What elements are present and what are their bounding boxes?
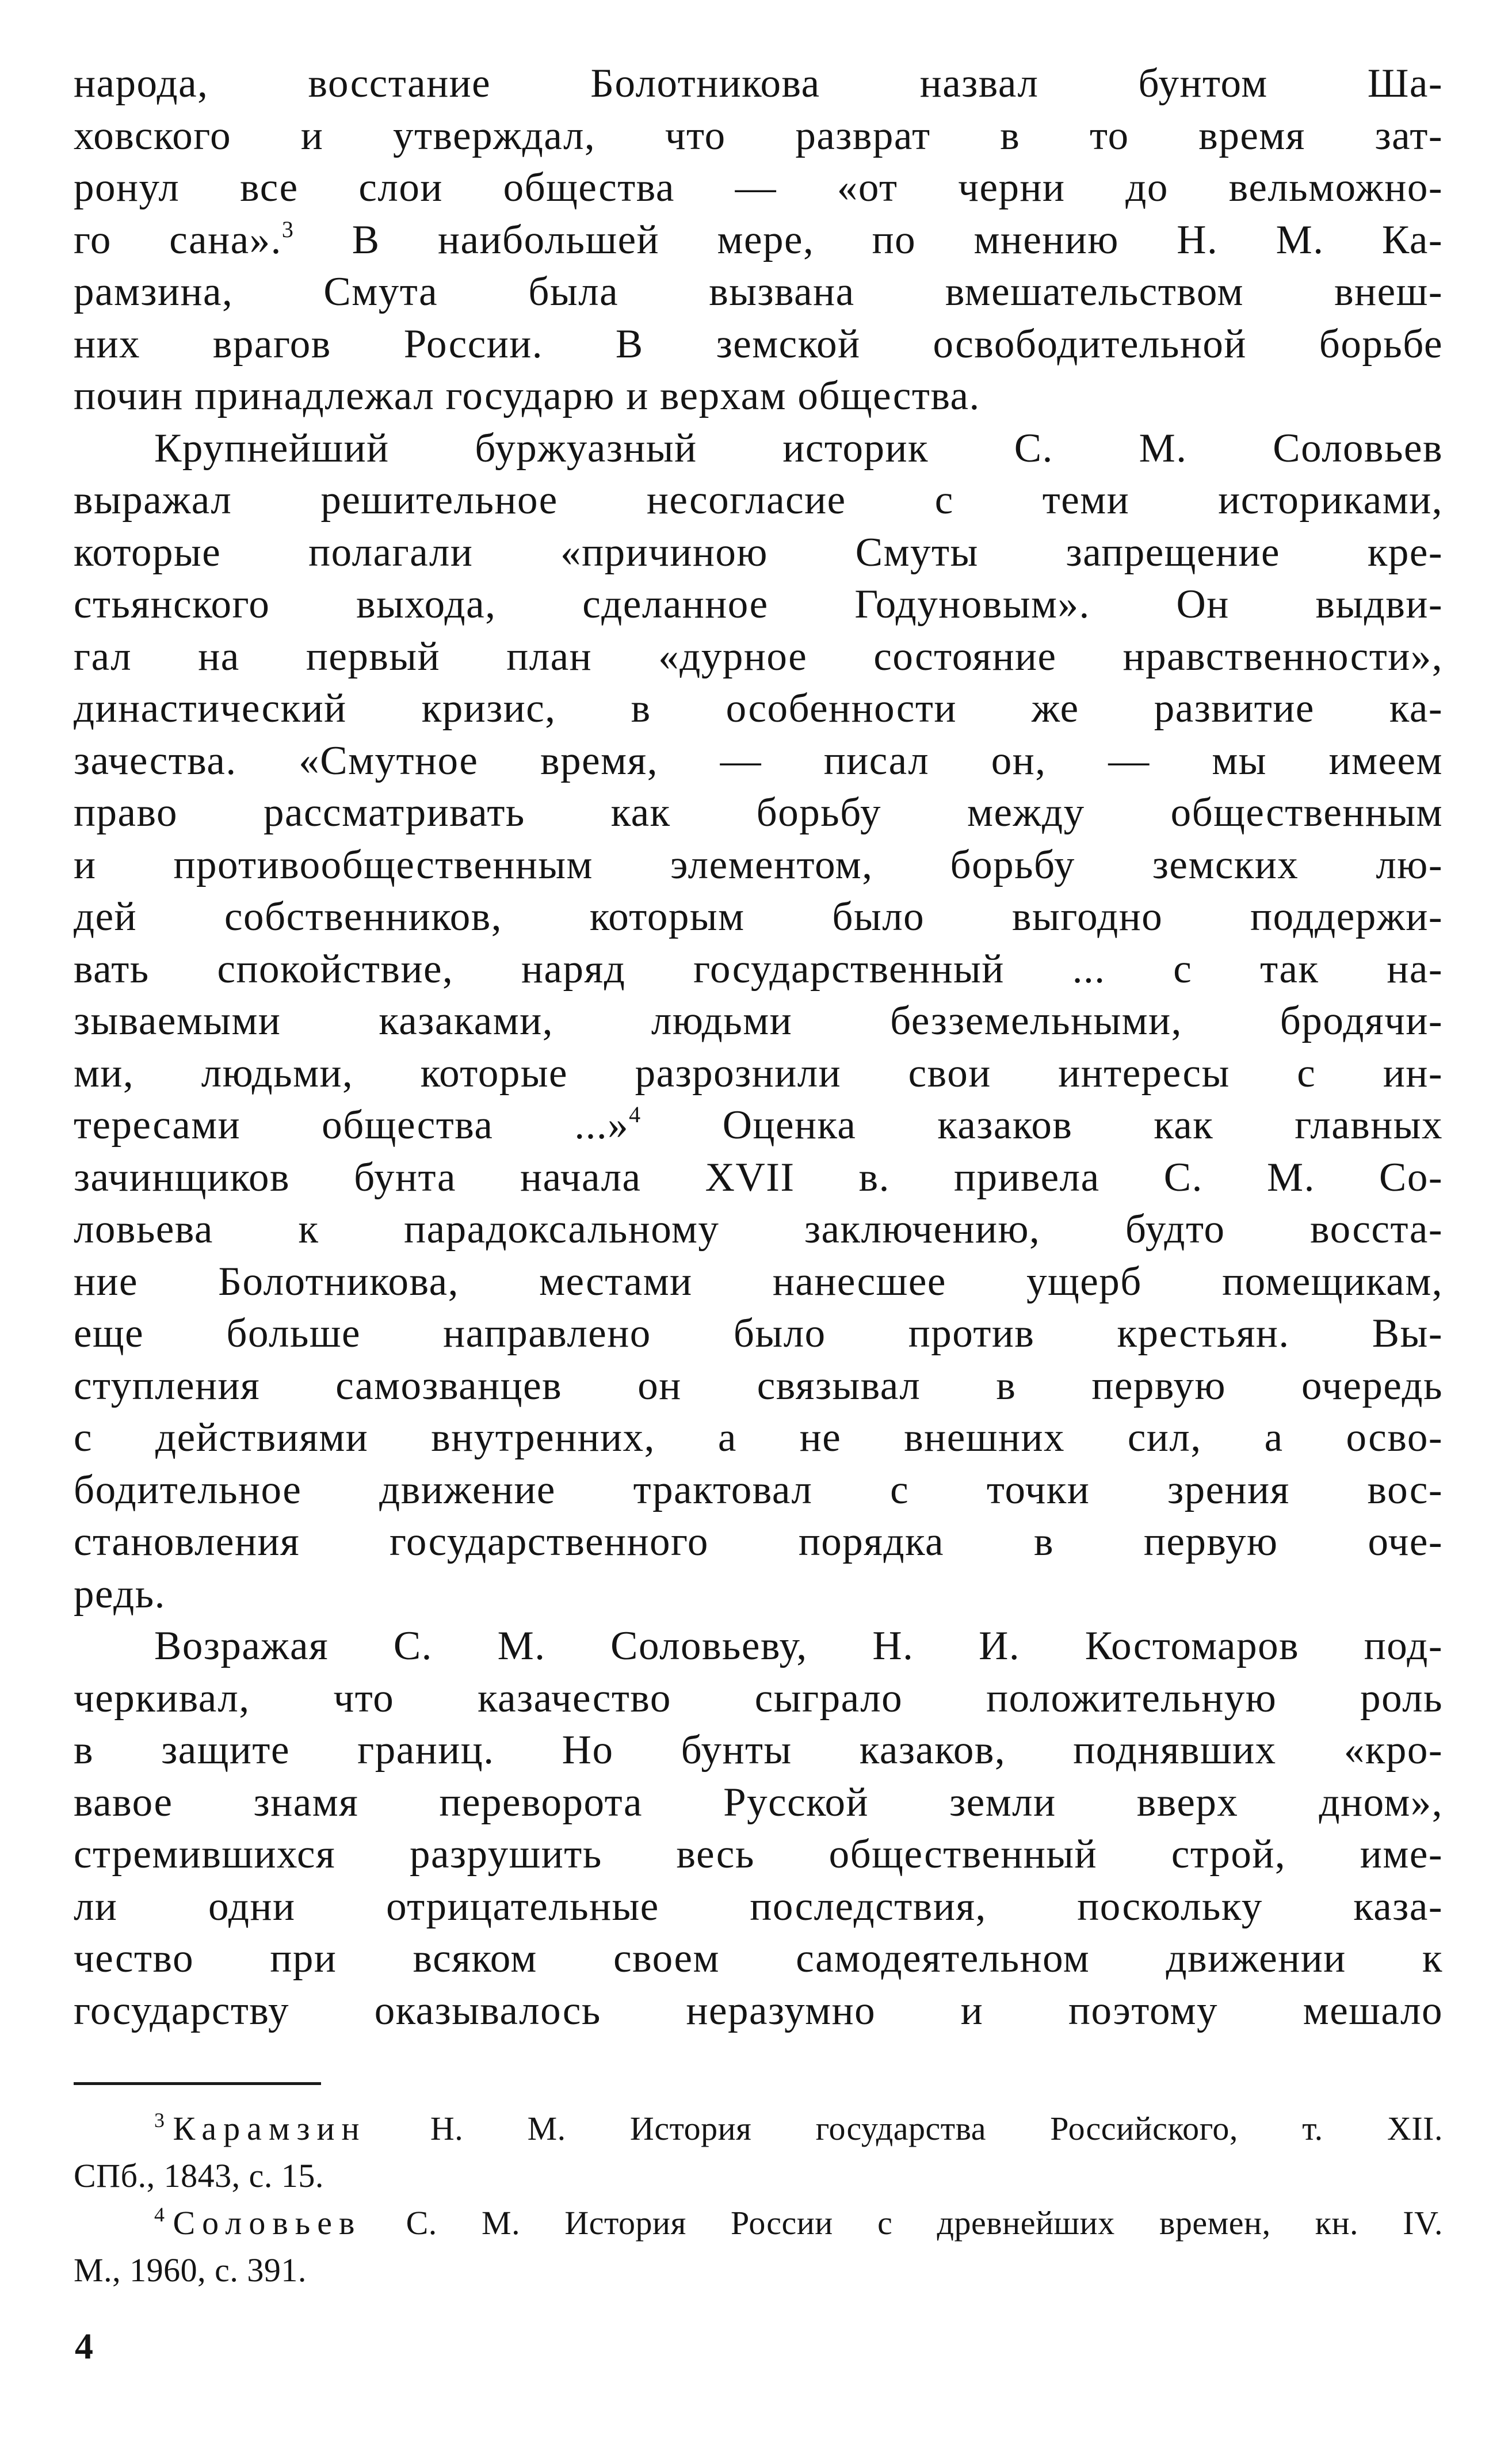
text-line: бодительное движение трактовал с точки зрения вос- — [74, 1467, 1443, 1512]
text-line: ховского и утверждал, что разврат в то время зат- — [74, 113, 1443, 158]
text-line: с действиями внутренних, а не внешних сил, а осво- — [74, 1415, 1443, 1460]
text-line: гал на первый план «дурное состояние нравственности», — [74, 634, 1443, 679]
text-line: право рассматривать как борьбу между общественным — [74, 790, 1443, 835]
page-number: 4 — [75, 2326, 93, 2366]
text-line: династический кризис, в особенности же развитие ка- — [74, 686, 1443, 731]
text-line: становления государственного порядка в первую оче- — [74, 1519, 1443, 1564]
text-line: которые полагали «причиною Смуты запрещение кре- — [74, 529, 1443, 575]
text-line: почин принадлежал государю и верхам общества. — [74, 373, 980, 418]
text-line: вать спокойствие, наряд государственный ... с так на- — [74, 946, 1443, 992]
text-line: них врагов России. В земской освободительной борьбе — [74, 321, 1443, 367]
text-line: рамзина, Смута была вызвана вмешательством внеш- — [74, 269, 1443, 314]
text-line: дей собственников, которым было выгодно поддержи- — [74, 894, 1443, 939]
text-line: редь. — [74, 1571, 166, 1617]
text-fragment: го сана». — [74, 217, 282, 262]
text-line: ми, людьми, которые разрознили свои интересы с ин- — [74, 1050, 1443, 1096]
footnote-number: 3 — [154, 2109, 165, 2132]
text-line: черкивал, что казачество сыграло положительную роль — [74, 1675, 1443, 1721]
text-line: еще больше направлено было против крестьян. Вы- — [74, 1311, 1443, 1356]
text-line: ступления самозванцев он связывал в первую очередь — [74, 1363, 1443, 1408]
footnote-3-line-2: СПб., 1843, с. 15. — [74, 2157, 324, 2194]
text-fragment: В наибольшей мере, по мнению Н. М. Ка- — [294, 217, 1443, 262]
text-line — [74, 214, 1443, 266]
text-fragment: Оценка казаков как главных — [641, 1103, 1443, 1148]
text-line: зываемыми казаками, людьми безземельными, бродячи- — [74, 998, 1443, 1043]
footnote-citation: Н. М. История государства Российского, т. XII. — [366, 2110, 1443, 2147]
text-line: чество при всяком своем самодеятельном движении к — [74, 1936, 1443, 1981]
footnote-citation: С. М. История России с древнейших времен, кн. IV. — [361, 2204, 1443, 2242]
text-line: в защите границ. Но бунты казаков, поднявших «кро- — [74, 1728, 1443, 1773]
text-line — [74, 1099, 1443, 1152]
text-line: вавое знамя переворота Русской земли вверх дном», — [74, 1779, 1443, 1825]
text-line: народа, восстание Болотникова назвал бунтом Ша- — [74, 61, 1443, 106]
footnote-divider — [74, 2082, 321, 2085]
body-text — [74, 58, 1443, 2037]
footnote-4-line-1 — [74, 2200, 1443, 2247]
footnote-number: 4 — [154, 2203, 165, 2226]
text-line: стьянского выхода, сделанное Годуновым». Он выдви- — [74, 582, 1443, 627]
text-line: зачества. «Смутное время, — писал он, — мы имеем — [74, 738, 1443, 783]
text-line: зачинщиков бунта начала XVII в. привела С. М. Со- — [74, 1154, 1443, 1200]
footnote-ref: 3 — [281, 216, 295, 242]
footnotes — [74, 2105, 1443, 2294]
footnote-ref: 4 — [629, 1102, 642, 1127]
text-line: ловьева к парадоксальному заключению, будто восста- — [74, 1207, 1443, 1252]
footnote-3-line-1 — [74, 2105, 1443, 2152]
footnote-author: Соловьев — [173, 2204, 362, 2242]
text-line: стремившихся разрушить весь общественный строй, име- — [74, 1832, 1443, 1877]
text-line: выражал решительное несогласие с теми историками, — [74, 478, 1443, 523]
text-line: и противообщественным элементом, борьбу земских лю- — [74, 842, 1443, 887]
text-line: ронул все слои общества — «от черни до вельможно- — [74, 165, 1443, 210]
text-line: Возражая С. М. Соловьеву, Н. И. Костомаров под- — [154, 1623, 1443, 1668]
text-line: государству оказывалось неразумно и поэтому мешало — [74, 1988, 1443, 2033]
footnote-author: Карамзин — [173, 2110, 366, 2147]
text-line: ли одни отрицательные последствия, поскольку каза- — [74, 1884, 1443, 1929]
text-line: ние Болотникова, местами нанесшее ущерб помещикам, — [74, 1259, 1443, 1304]
text-line: Крупнейший буржуазный историк С. М. Соловьев — [154, 425, 1443, 471]
text-fragment: тересами общества ...» — [74, 1103, 629, 1148]
footnote-4-line-2: М., 1960, с. 391. — [74, 2251, 307, 2289]
